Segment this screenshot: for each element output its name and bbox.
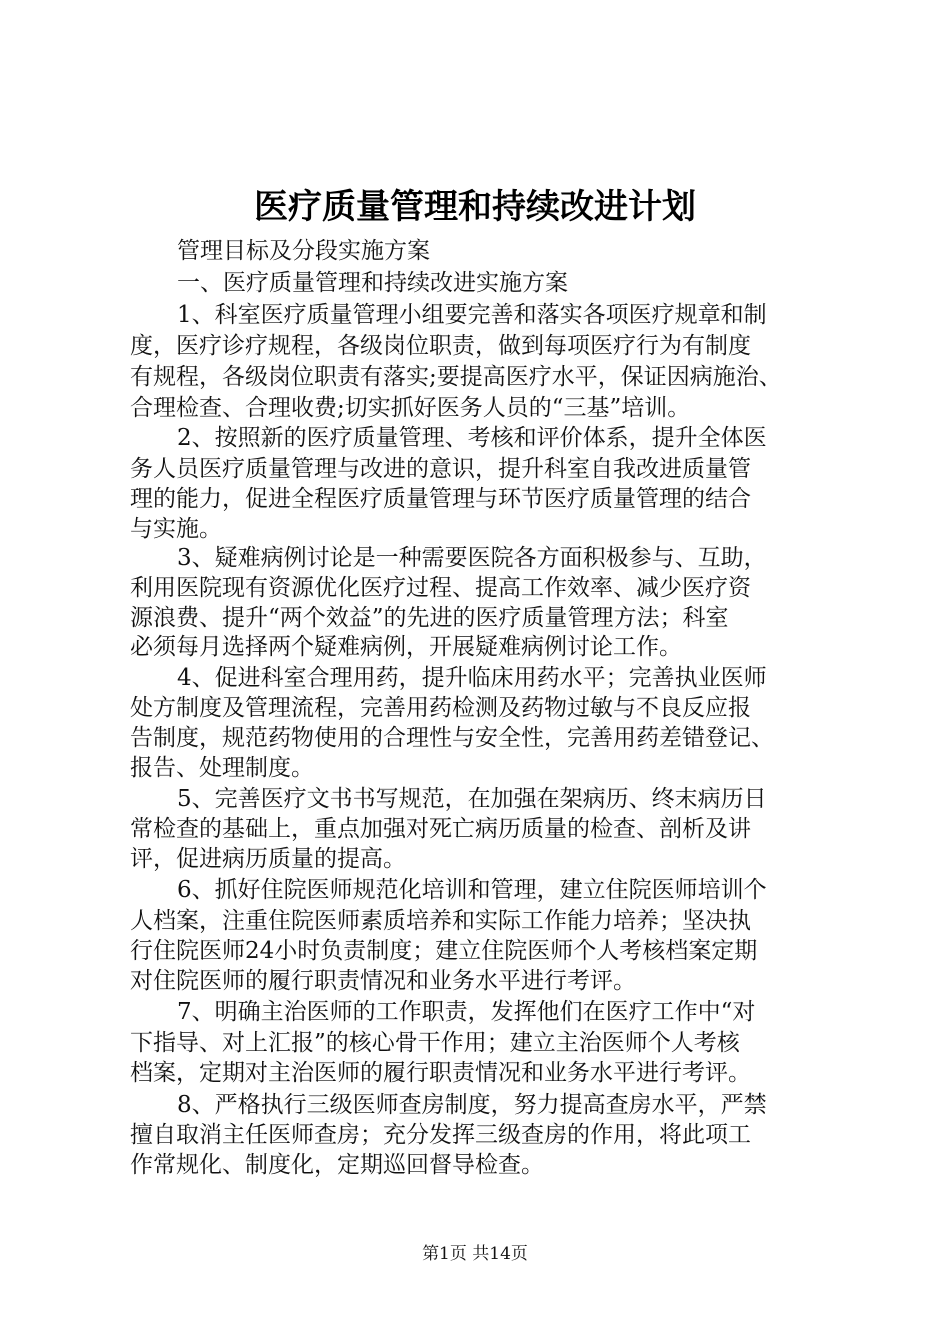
paragraph-line: 与实施。 bbox=[130, 516, 222, 542]
paragraph-line: 常检查的基础上，重点加强对死亡病历质量的检查、剖析及讲 bbox=[130, 816, 751, 842]
paragraph-line: 5、完善医疗文书书写规范，在加强在架病历、终末病历日 bbox=[177, 786, 767, 812]
paragraph-line: 档案，定期对主治医师的履行职责情况和业务水平进行考评。 bbox=[130, 1060, 751, 1086]
paragraph-line: 必须每月选择两个疑难病例，开展疑难病例讨论工作。 bbox=[130, 634, 682, 660]
paragraph-line: 告制度，规范药物使用的合理性与安全性，完善用药差错登记、 bbox=[130, 725, 774, 751]
paragraph-line: 有规程，各级岗位职责有落实;要提高医疗水平，保证因病施治、 bbox=[130, 364, 782, 390]
paragraph-line: 2、按照新的医疗质量管理、考核和评价体系，提升全体医 bbox=[177, 425, 767, 451]
paragraph-line: 对住院医师的履行职责情况和业务水平进行考评。 bbox=[130, 968, 636, 994]
paragraph-line: 报告、处理制度。 bbox=[130, 755, 314, 781]
paragraph-line: 下指导、对上汇报”的核心骨干作用；建立主治医师个人考核 bbox=[130, 1030, 740, 1056]
paragraph-line: 作常规化、制度化，定期巡回督导检查。 bbox=[130, 1152, 544, 1178]
section-heading: 管理目标及分段实施方案 bbox=[177, 238, 430, 264]
document-title: 医疗质量管理和持续改进计划 bbox=[254, 187, 696, 227]
paragraph-line: 合理检查、合理收费;切实抓好医务人员的“三基”培训。 bbox=[130, 395, 691, 421]
paragraph-line: 度，医疗诊疗规程，各级岗位职责，做到每项医疗行为有制度 bbox=[130, 333, 751, 359]
section-heading: 一、医疗质量管理和持续改进实施方案 bbox=[177, 270, 568, 296]
paragraph-line: 务人员医疗质量管理与改进的意识，提升科室自我改进质量管 bbox=[130, 456, 751, 482]
paragraph-line: 3、疑难病例讨论是一种需要医院各方面积极参与、互助， bbox=[177, 545, 767, 571]
paragraph-line: 8、严格执行三级医师查房制度，努力提高查房水平，严禁 bbox=[177, 1092, 767, 1118]
paragraph-line: 理的能力，促进全程医疗质量管理与环节医疗质量管理的结合 bbox=[130, 486, 751, 512]
paragraph-line: 6、抓好住院医师规范化培训和管理，建立住院医师培训个 bbox=[177, 877, 767, 903]
page-number-footer: 第1页 共14页 bbox=[422, 1244, 528, 1264]
paragraph-line: 处方制度及管理流程，完善用药检测及药物过敏与不良反应报 bbox=[130, 695, 751, 721]
paragraph-line: 人档案，注重住院医师素质培养和实际工作能力培养；坚决执 bbox=[130, 908, 751, 934]
paragraph-line: 利用医院现有资源优化医疗过程、提高工作效率、减少医疗资 bbox=[130, 575, 751, 601]
paragraph-line: 7、明确主治医师的工作职责，发挥他们在医疗工作中“对 bbox=[177, 999, 756, 1025]
paragraph-line: 源浪费、提升“两个效益”的先进的医疗质量管理方法；科室 bbox=[130, 605, 729, 631]
paragraph-line: 1、科室医疗质量管理小组要完善和落实各项医疗规章和制 bbox=[177, 302, 767, 328]
paragraph-line: 4、促进科室合理用药，提升临床用药水平；完善执业医师 bbox=[177, 665, 767, 691]
paragraph-line: 评，促进病历质量的提高。 bbox=[130, 846, 406, 872]
paragraph-line: 擅自取消主任医师查房；充分发挥三级查房的作用，将此项工 bbox=[130, 1122, 751, 1148]
paragraph-line: 行住院医师24小时负责制度；建立住院医师个人考核档案定期 bbox=[130, 938, 758, 964]
